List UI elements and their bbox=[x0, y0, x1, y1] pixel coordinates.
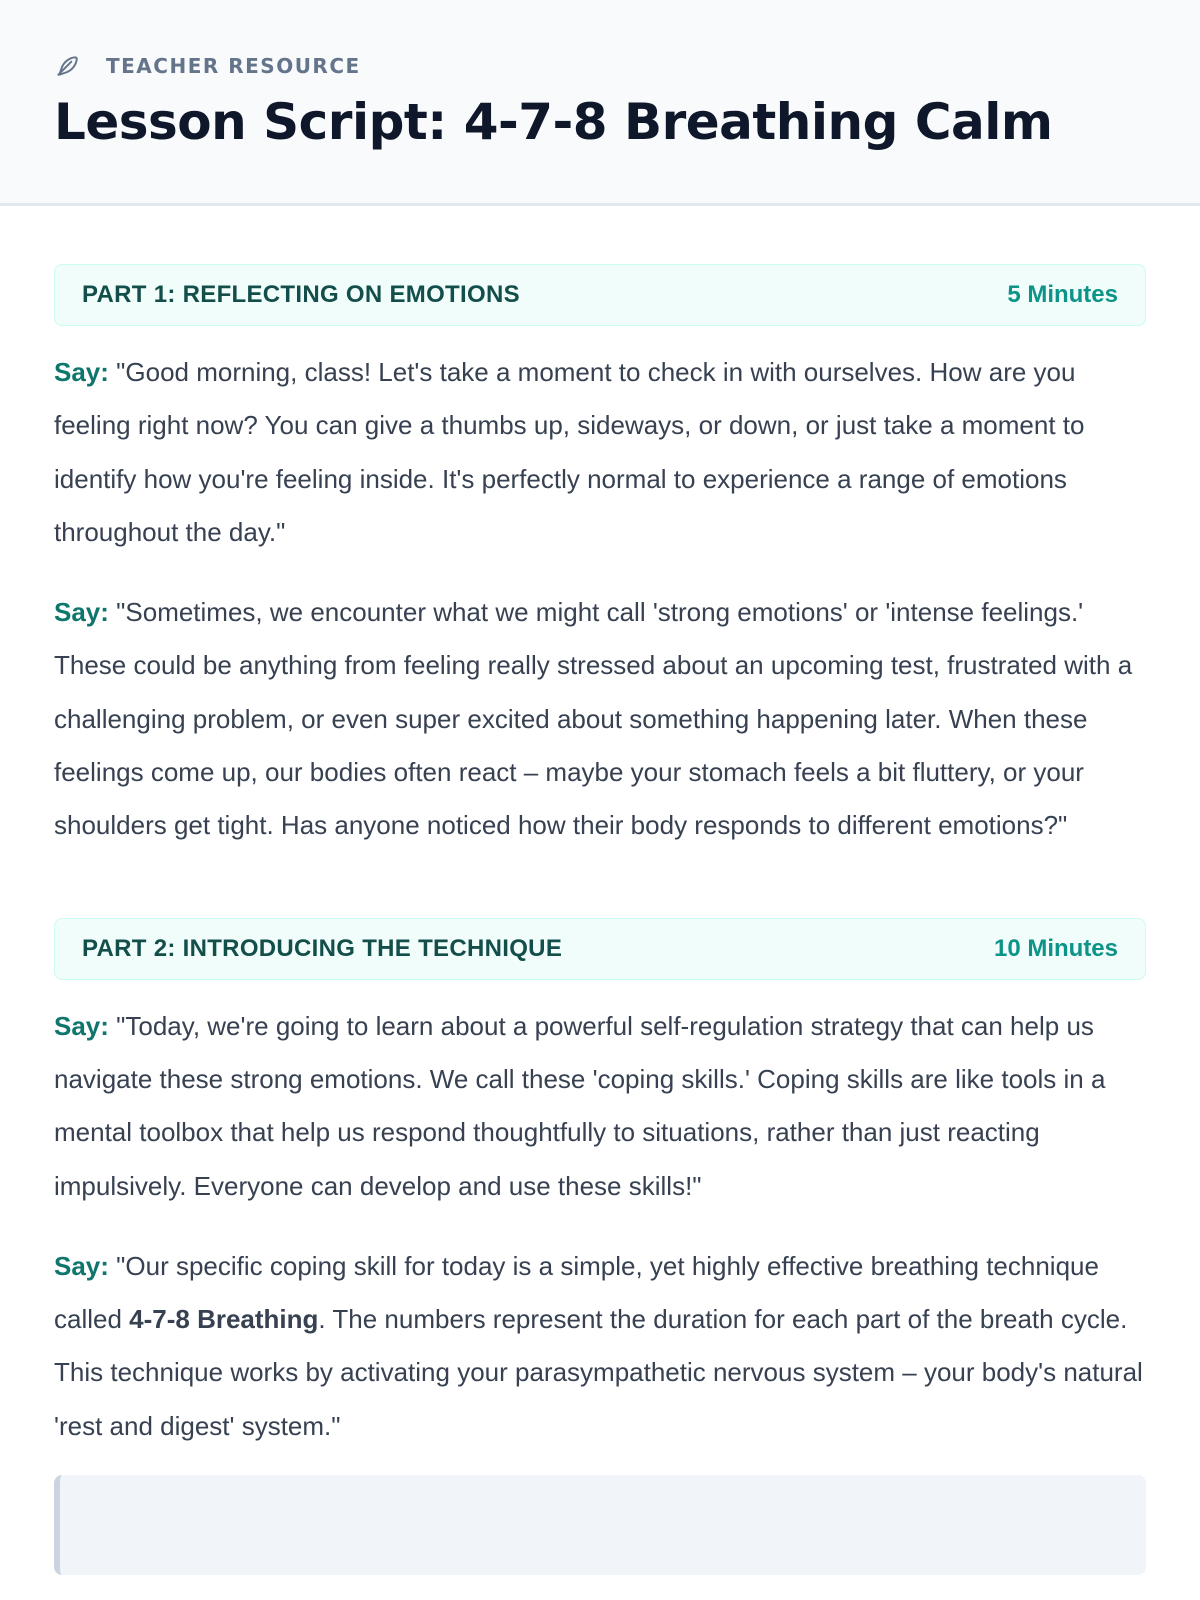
script-text: "Today, we're going to learn about a powerful self-regulation strategy that can help us navigate these strong emotions. We call these 'coping skills.' Coping skills are like tools in a mental toolbox that help us respond thoughtfully to situations, rather than just reacting impulsively. Everyone can develop and use these skills!" bbox=[54, 1010, 1106, 1201]
say-label: Say: bbox=[54, 1010, 109, 1041]
script-paragraph bbox=[54, 586, 1146, 852]
part-2-header bbox=[54, 918, 1146, 980]
script-paragraph bbox=[54, 1000, 1146, 1213]
technique-name: 4-7-8 Breathing bbox=[129, 1304, 319, 1335]
say-label: Say: bbox=[54, 597, 109, 628]
part-2-duration: 10 Minutes bbox=[993, 934, 1118, 962]
eyebrow bbox=[54, 50, 1146, 82]
eyebrow-label: TEACHER RESOURCE bbox=[106, 54, 361, 78]
script-text: "Good morning, class! Let's take a moment to check in with ourselves. How are you feeling right now? You can give a thumbs up, sideways, or down, or just take a moment to identify how you're feeling inside. It's perfectly normal to experience a range of emotions throughout the day." bbox=[54, 357, 1085, 547]
lesson-content bbox=[0, 264, 1200, 1575]
script-paragraph bbox=[54, 346, 1146, 559]
page-title: Lesson Script: 4-7-8 Breathing Calm bbox=[54, 93, 1053, 151]
page-header bbox=[0, 0, 1200, 206]
script-text: "Sometimes, we encounter what we might call 'strong emotions' or 'intense feelings.' These could be anything from feeling really stressed about an upcoming test, frustrated with a challenging problem, or even super excited about something happening later. When these feelings come up, our bodies often react – maybe your stomach feels a bit fluttery, or your shoulders get tight. Has anyone noticed how their body responds to different emotions?" bbox=[54, 597, 1133, 841]
script-text-after: . The numbers represent the duration for each part of the breath cycle. This technique works by activating your parasympathetic nervous system – your body's natural 'rest and digest' system." bbox=[54, 1304, 1143, 1441]
say-label: Say: bbox=[54, 1250, 109, 1281]
part-1-duration: 5 Minutes bbox=[1007, 281, 1118, 308]
part-1-header bbox=[54, 264, 1146, 326]
script-text-before: "Our specific coping skill for today is a simple, yet highly effective breathing technique called bbox=[54, 1250, 1099, 1335]
part-2-title: PART 2: INTRODUCING THE TECHNIQUE bbox=[82, 934, 563, 962]
script-paragraph bbox=[54, 1240, 1146, 1453]
visual-aid-callout bbox=[54, 1475, 1146, 1575]
say-label: Say: bbox=[54, 357, 109, 387]
part-1-title: PART 1: REFLECTING ON EMOTIONS bbox=[82, 281, 520, 308]
feather-pen-icon bbox=[54, 53, 80, 79]
